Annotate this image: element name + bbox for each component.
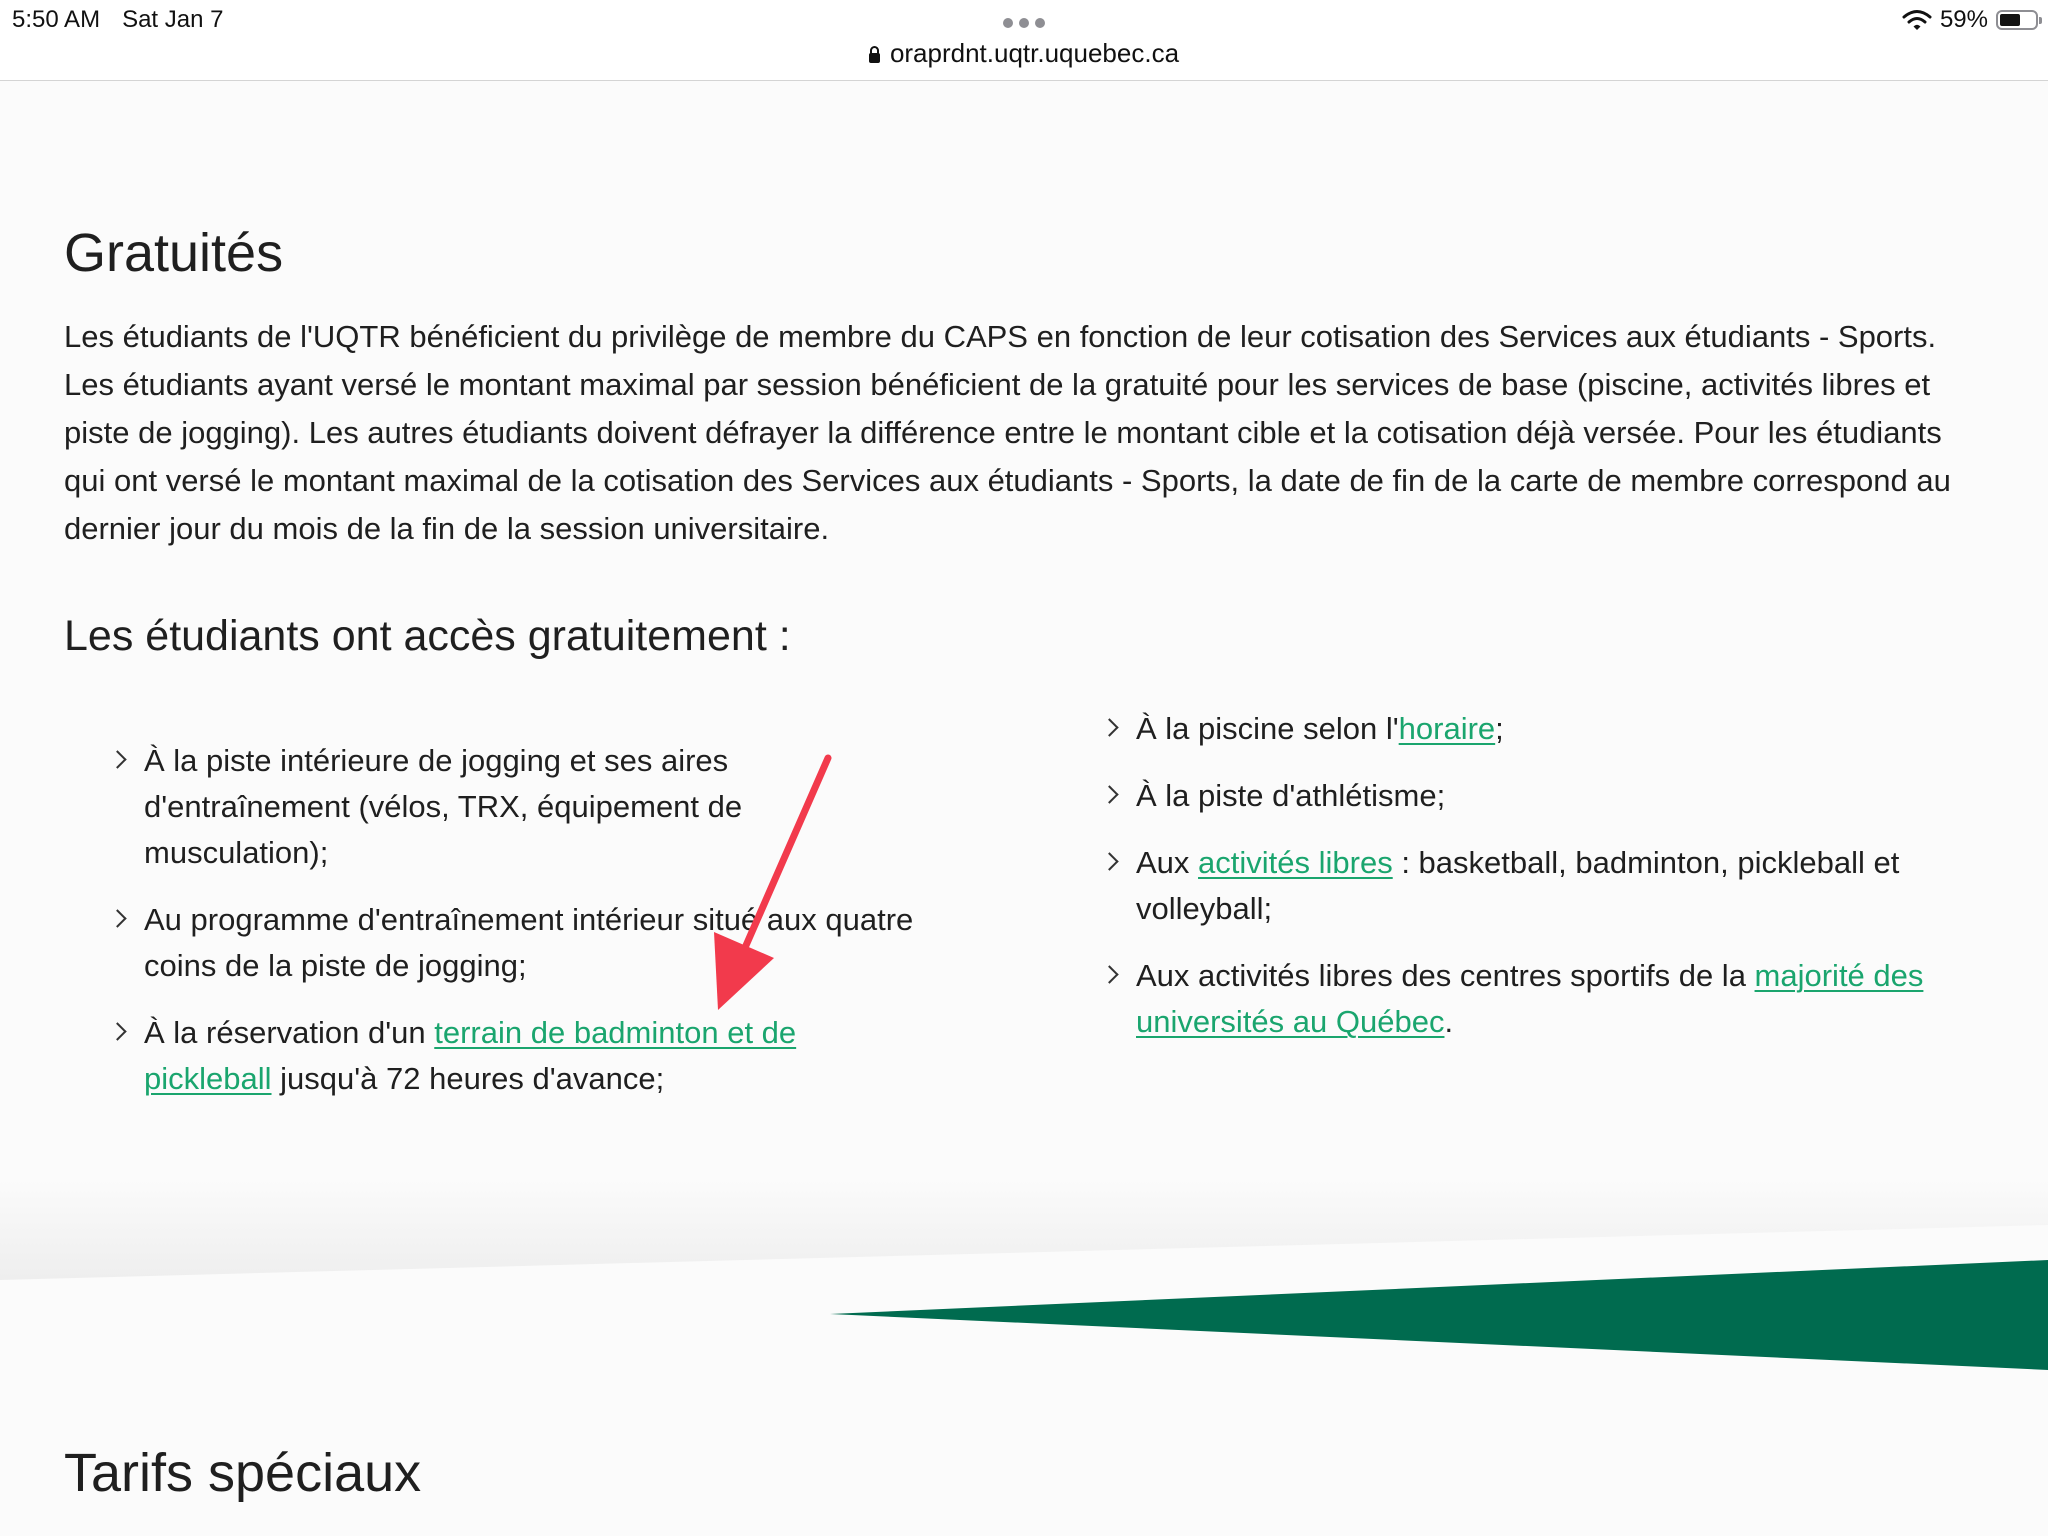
list-item [1136,840,1996,932]
status-time [12,6,223,34]
list-item-text: . [1444,1004,1454,1039]
list-item-text: Aux [1136,845,1199,880]
battery-percent: 59% [1939,6,1988,33]
list-item-text: Au programme d'entraînement intérieur situé aux quatre coins de la piste de jogging; [144,902,914,983]
list-item [1136,773,1996,819]
list-item [144,1010,914,1102]
gratuites-paragraph: Les étudiants de l'UQTR bénéficient du privilège de membre du CAPS en fonction de leur cotisation des Services aux étudiants - Sports. Les étudiants ayant versé le montant maximal par session bénéficient de la gratuité pour les services de base (piscine, activités libres et piste de jogging). Les autres étudiants doivent défrayer la différence entre le montant cible et la cotisation déjà versée. Pour les étudiants qui ont versé le montant maximal de la cotisation des Services aux étudiants - Sports, la date de fin de la carte de membre correspond au dernier jour du mois de la fin de la session universitaire. [64,319,1951,546]
chevron-right-icon [1100,965,1118,983]
lock-icon [869,53,880,63]
chevron-right-icon [1100,718,1118,736]
chevron-right-icon [108,1022,126,1040]
list-item-text: À la piscine selon l' [1136,711,1399,746]
right-benefit-list [1136,706,1996,1066]
battery-icon [1996,10,2038,30]
list-item [1136,953,1996,1045]
badminton-pickleball-link[interactable]: terrain de badminton et de pickleball [144,1015,797,1096]
annotation-arrow [700,750,850,1020]
wifi-icon [1902,9,1932,31]
list-item-text: Aux activités libres des centres sportifs de la [1136,958,1755,993]
section-title-tarifs: Tarifs spéciaux [64,1443,422,1503]
access-heading: Les étudiants ont accès gratuitement : [64,612,791,660]
battery-fill [2000,14,2020,26]
list-item-text: À la piste d'athlétisme; [1136,778,1446,813]
status-bar [0,0,2048,81]
list-item-text: À la piste intérieure de jogging et ses aires d'entraînement (vélos, TRX, équipement de musculation); [144,743,743,870]
list-item [1136,706,1996,752]
clock-time: 5:50 AM [12,6,101,33]
chevron-right-icon [108,750,126,768]
chevron-right-icon [1100,852,1118,870]
list-item-text: : basketball, badminton, pickleball et volleyball; [1136,845,1900,926]
list-item-text: À la réservation d'un [144,1015,435,1050]
address-bar[interactable] [0,38,2048,69]
list-item-text: jusqu'à 72 heures d'avance; [271,1061,665,1096]
multitasking-dots[interactable] [1003,18,1045,30]
chevron-right-icon [1100,785,1118,803]
section-title-gratuites: Gratuités [64,223,284,283]
activites-libres-link[interactable]: activités libres [1198,845,1393,880]
universites-quebec-link[interactable]: majorité des universités au Québec [1136,958,1924,1039]
decorative-band [0,1180,2048,1400]
horaire-link[interactable]: horaire [1398,711,1496,746]
clock-date: Sat Jan 7 [122,6,224,33]
url-text: oraprdnt.uqtr.uquebec.ca [889,38,1180,68]
status-indicators [1902,6,2038,34]
chevron-right-icon [108,909,126,927]
list-item-text: ; [1495,711,1504,746]
